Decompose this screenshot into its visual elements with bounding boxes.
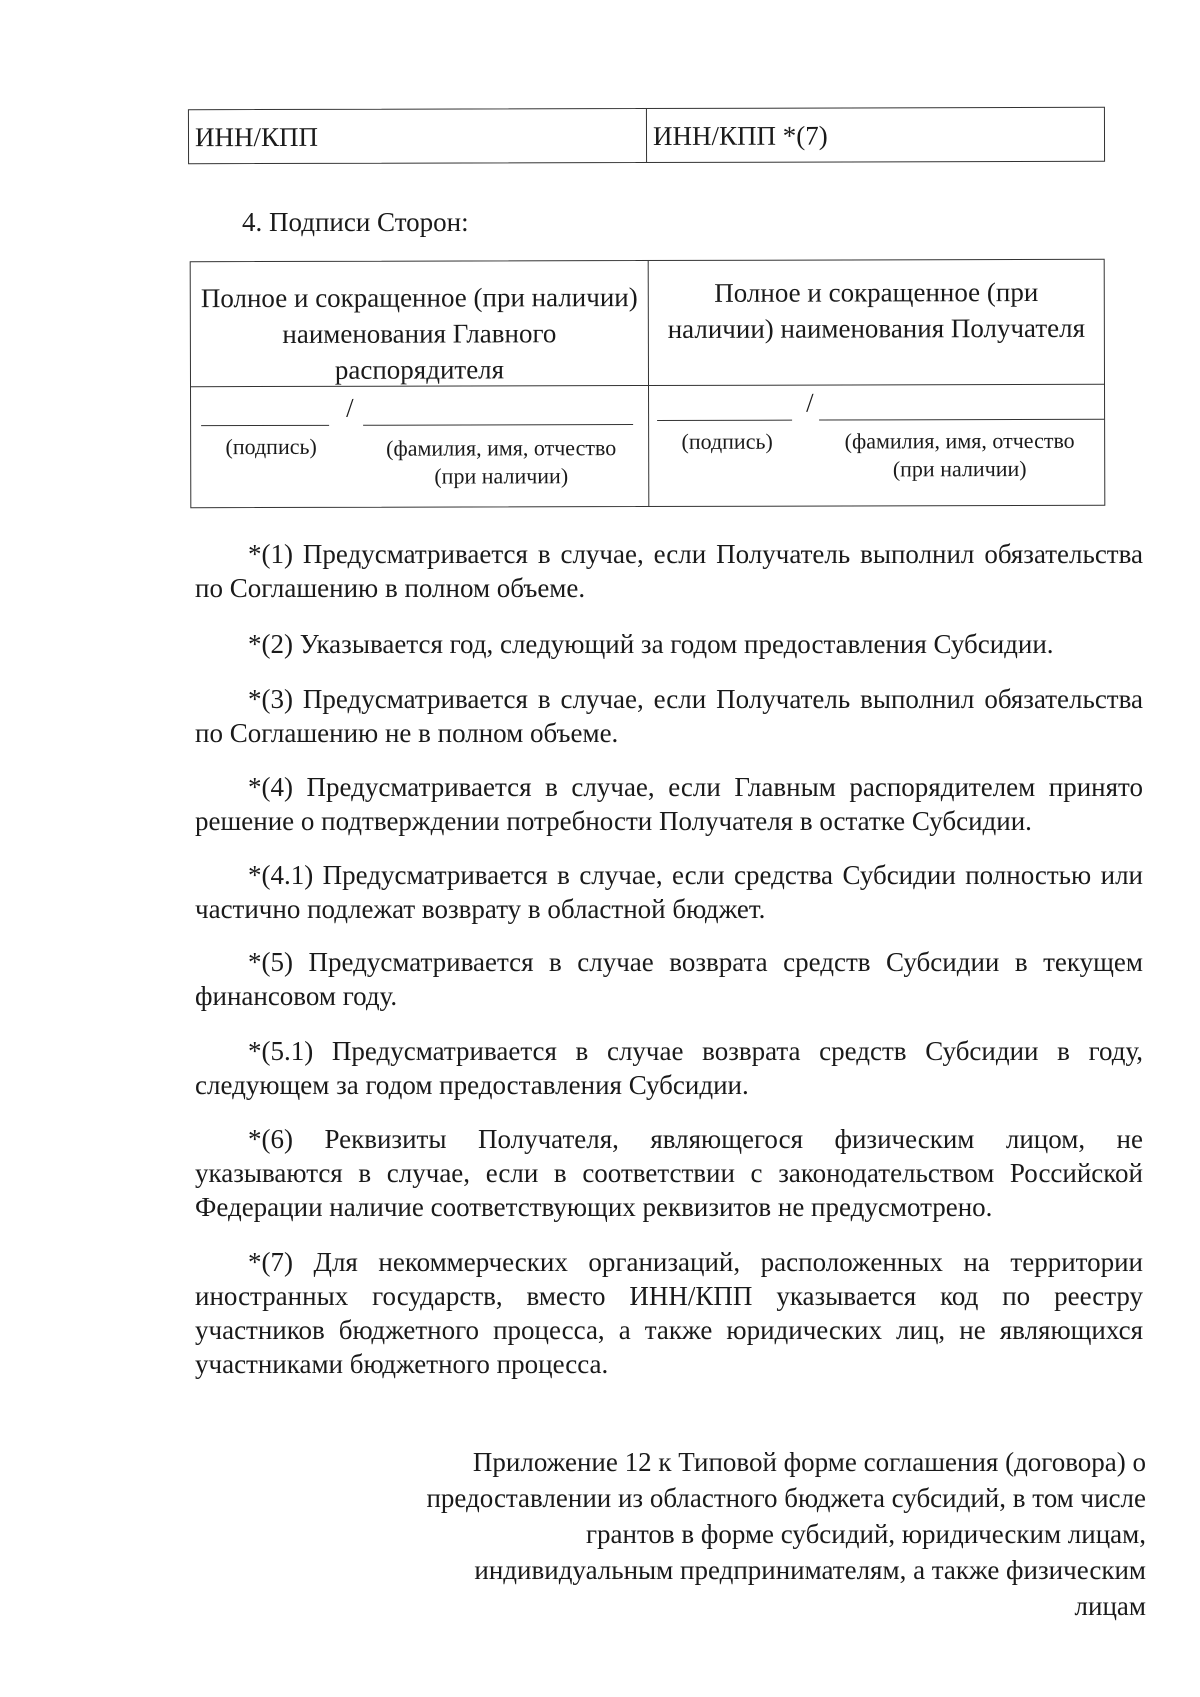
grantor-signature-cell — [191, 386, 648, 507]
recipient-slash: / — [806, 387, 814, 418]
footnote-6: *(6) Реквизиты Получателя, являющегося физическим лицом, не указываются в случае, если в соответствии с законодательством Российской Федерации наличие соответствующих реквизитов не предусмотрено. — [195, 1124, 1143, 1222]
grantor-signature-label: (подпись) — [225, 433, 317, 460]
inn-kpp-table — [188, 107, 1105, 164]
recipient-signature-line — [657, 420, 792, 421]
signatures-section-title: 4. Подписи Сторон: — [242, 207, 469, 237]
recipient-signature-label: (подпись) — [681, 428, 773, 454]
recipient-name-line — [819, 419, 1104, 421]
grantor-name-label-line2: (при наличии) — [434, 463, 569, 489]
recipient-signature-cell — [648, 385, 1104, 506]
footnote-4-1: *(4.1) Предусматривается в случае, если средства Субсидии полностью или частично подлежат возврату в областной бюджет. — [195, 860, 1143, 924]
footnote-4: *(4) Предусматривается в случае, если Главным распорядителем принято решение о подтверждении потребности Получателя в остатке Субсидии. — [195, 772, 1143, 836]
footnote-2: *(2) Указывается год, следующий за годом предоставления Субсидии. — [248, 629, 1054, 659]
footnote-5-1: *(5.1) Предусматривается в случае возврата средств Субсидии в году, следующем за годом предоставления Субсидии. — [195, 1036, 1143, 1100]
inn-kpp-left-cell: ИНН/КПП — [194, 121, 319, 153]
inn-kpp-right-cell: ИНН/КПП *(7) — [646, 108, 1104, 162]
recipient-name-label-line1: (фамилия, имя, отчество — [844, 427, 1075, 454]
recipient-name-header: Полное и сокращенное (при наличии) наименования Получателя — [648, 260, 1104, 386]
grantor-slash: / — [346, 392, 354, 423]
recipient-name-label-line2: (при наличии) — [892, 456, 1027, 482]
signatures-table — [190, 259, 1106, 508]
footnote-1: *(1) Предусматривается в случае, если Получатель выполнил обязательства по Соглашению в полном объеме. — [195, 539, 1143, 603]
grantor-name-label-line1: (фамилия, имя, отчество — [386, 435, 617, 461]
grantor-name-header: Полное и сокращенное (при наличии) наименования Главного распорядителя — [191, 261, 648, 387]
grantor-signature-line — [201, 425, 329, 426]
footnote-5: *(5) Предусматривается в случае возврата средств Субсидии в текущем финансовом году. — [195, 947, 1143, 1011]
grantor-name-line — [363, 424, 633, 426]
footnote-3: *(3) Предусматривается в случае, если Получатель выполнил обязательства по Соглашению не в полном объеме. — [195, 684, 1143, 748]
appendix-caption: Приложение 12 к Типовой форме соглашения (договора) о предоставлении из областного бюджета субсидий, в том числе грантов в форме субсидий, юридическим лицам, индивидуальным предпринимателям, а также физическим лицам — [426, 1447, 1146, 1621]
footnote-7: *(7) Для некоммерческих организаций, расположенных на территории иностранных государств, вместо ИНН/КПП указывается код по реестру участников бюджетного процесса, а также юридических лиц, не являющихся участниками бюджетного процесса. — [195, 1247, 1143, 1379]
